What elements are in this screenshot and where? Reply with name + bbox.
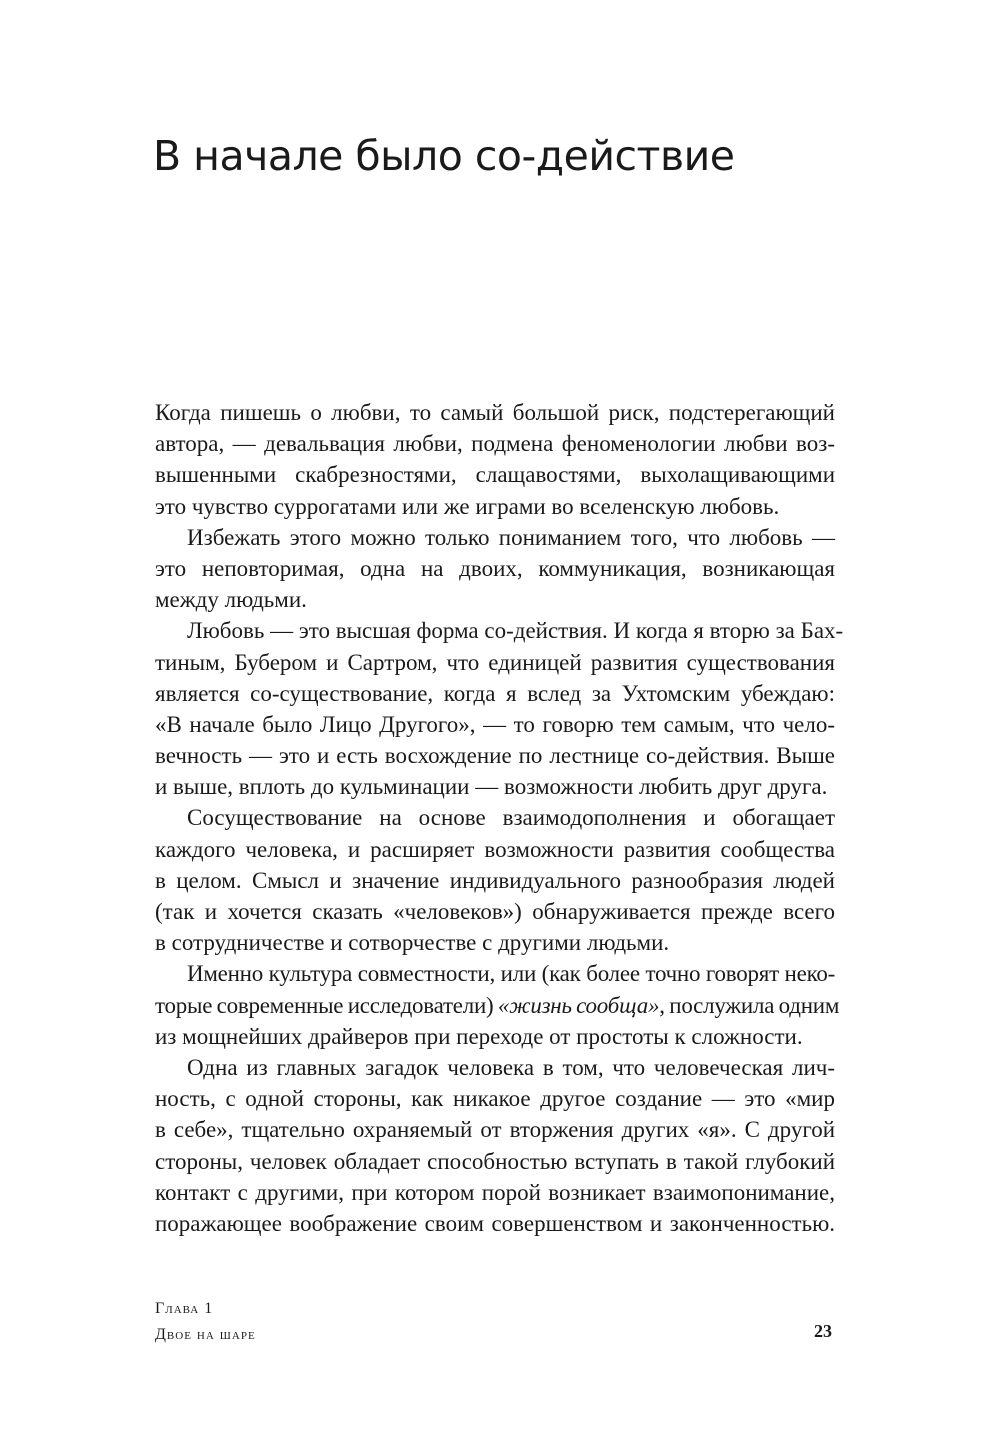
- text-line: в целом. Смысл и значение индивидуального разнообразия людей: [155, 867, 835, 893]
- running-footer: [155, 1296, 256, 1348]
- text-segment: торые современные исследователи): [155, 992, 498, 1018]
- text-line: это чувство суррогатами или же играми во вселенскую любовь.: [155, 493, 780, 519]
- paragraph-5: [155, 958, 840, 1052]
- text-line: Одна из главных загадок человека в том, что человеческая лич-: [187, 1054, 835, 1080]
- text-line: (так и хочется сказать «человеков») обнаруживается прежде всего: [155, 899, 835, 924]
- text-line: вечность — это и есть восхождение по лестнице со-действия. Выше: [155, 743, 835, 769]
- text-line: Когда пишешь о любви, то самый большой риск, подстерегающий: [155, 400, 835, 425]
- text-line: вышенными скабрезностями, слащавостями, выхолащивающими: [155, 462, 835, 488]
- footer-chapter-title: Двое на шаре: [155, 1326, 256, 1343]
- chapter-title: В начале было со-действие: [153, 132, 735, 180]
- page-number: 23: [814, 1321, 832, 1341]
- text-line: Сосуществование на основе взаимодополнения и обогащает: [187, 805, 835, 831]
- paragraph-1: [155, 397, 835, 522]
- italic-phrase: «жизнь сообща»: [497, 992, 660, 1018]
- paragraph-6: [155, 1052, 835, 1239]
- footer-chapter: Глава 1: [155, 1300, 214, 1317]
- text-line: является со-существование, когда я вслед за Ухтомским убеждаю:: [155, 680, 835, 706]
- text-line: из мощнейших драйверов при переходе от простоты к сложности.: [155, 1023, 803, 1049]
- text-line: и выше, вплоть до кульминации — возможности любить друг друга.: [155, 774, 828, 800]
- text-line: тиным, Бубером и Сартром, что единицей развития существования: [155, 649, 835, 675]
- text-line: Избежать этого можно только пониманием того, что любовь —: [187, 524, 835, 550]
- text-line: в сотрудничестве и сотворчестве с другими людьми.: [155, 930, 670, 956]
- text-line: поражающее воображение своим совершенством и законченностью.: [155, 1210, 835, 1236]
- text-line: Любовь — это высшая форма со-действия. И когда я вторю за Бах-: [187, 618, 844, 644]
- text-line: «В начале было Лицо Другого», — то говорю тем самым, что чело-: [155, 711, 835, 737]
- text-line: ность, с одной стороны, как никакое другое создание — это «мир: [155, 1086, 835, 1112]
- text-segment: , послужила одним: [659, 992, 840, 1018]
- text-line: между людьми.: [155, 587, 307, 613]
- text-line: это неповторимая, одна на двоих, коммуникация, возникающая: [155, 555, 835, 581]
- text-line: [155, 990, 840, 1021]
- text-line: автора, — девальвация любви, подмена феноменологии любви воз-: [155, 431, 835, 457]
- paragraph-3: [155, 615, 844, 802]
- paragraph-4: [155, 802, 835, 958]
- paragraph-2: [155, 522, 835, 616]
- text-line: контакт с другими, при котором порой возникает взаимопонимание,: [155, 1179, 835, 1205]
- text-line: каждого человека, и расширяет возможности развития сообщества: [155, 836, 835, 862]
- text-line: стороны, человек обладает способностью вступать в такой глубокий: [155, 1148, 835, 1174]
- text-line: в себе», тщательно охраняемый от вторжения других «я». С другой: [155, 1117, 835, 1143]
- body-text: [155, 397, 844, 1239]
- text-line: Именно культура совместности, или (как более точно говорят неко-: [187, 961, 835, 987]
